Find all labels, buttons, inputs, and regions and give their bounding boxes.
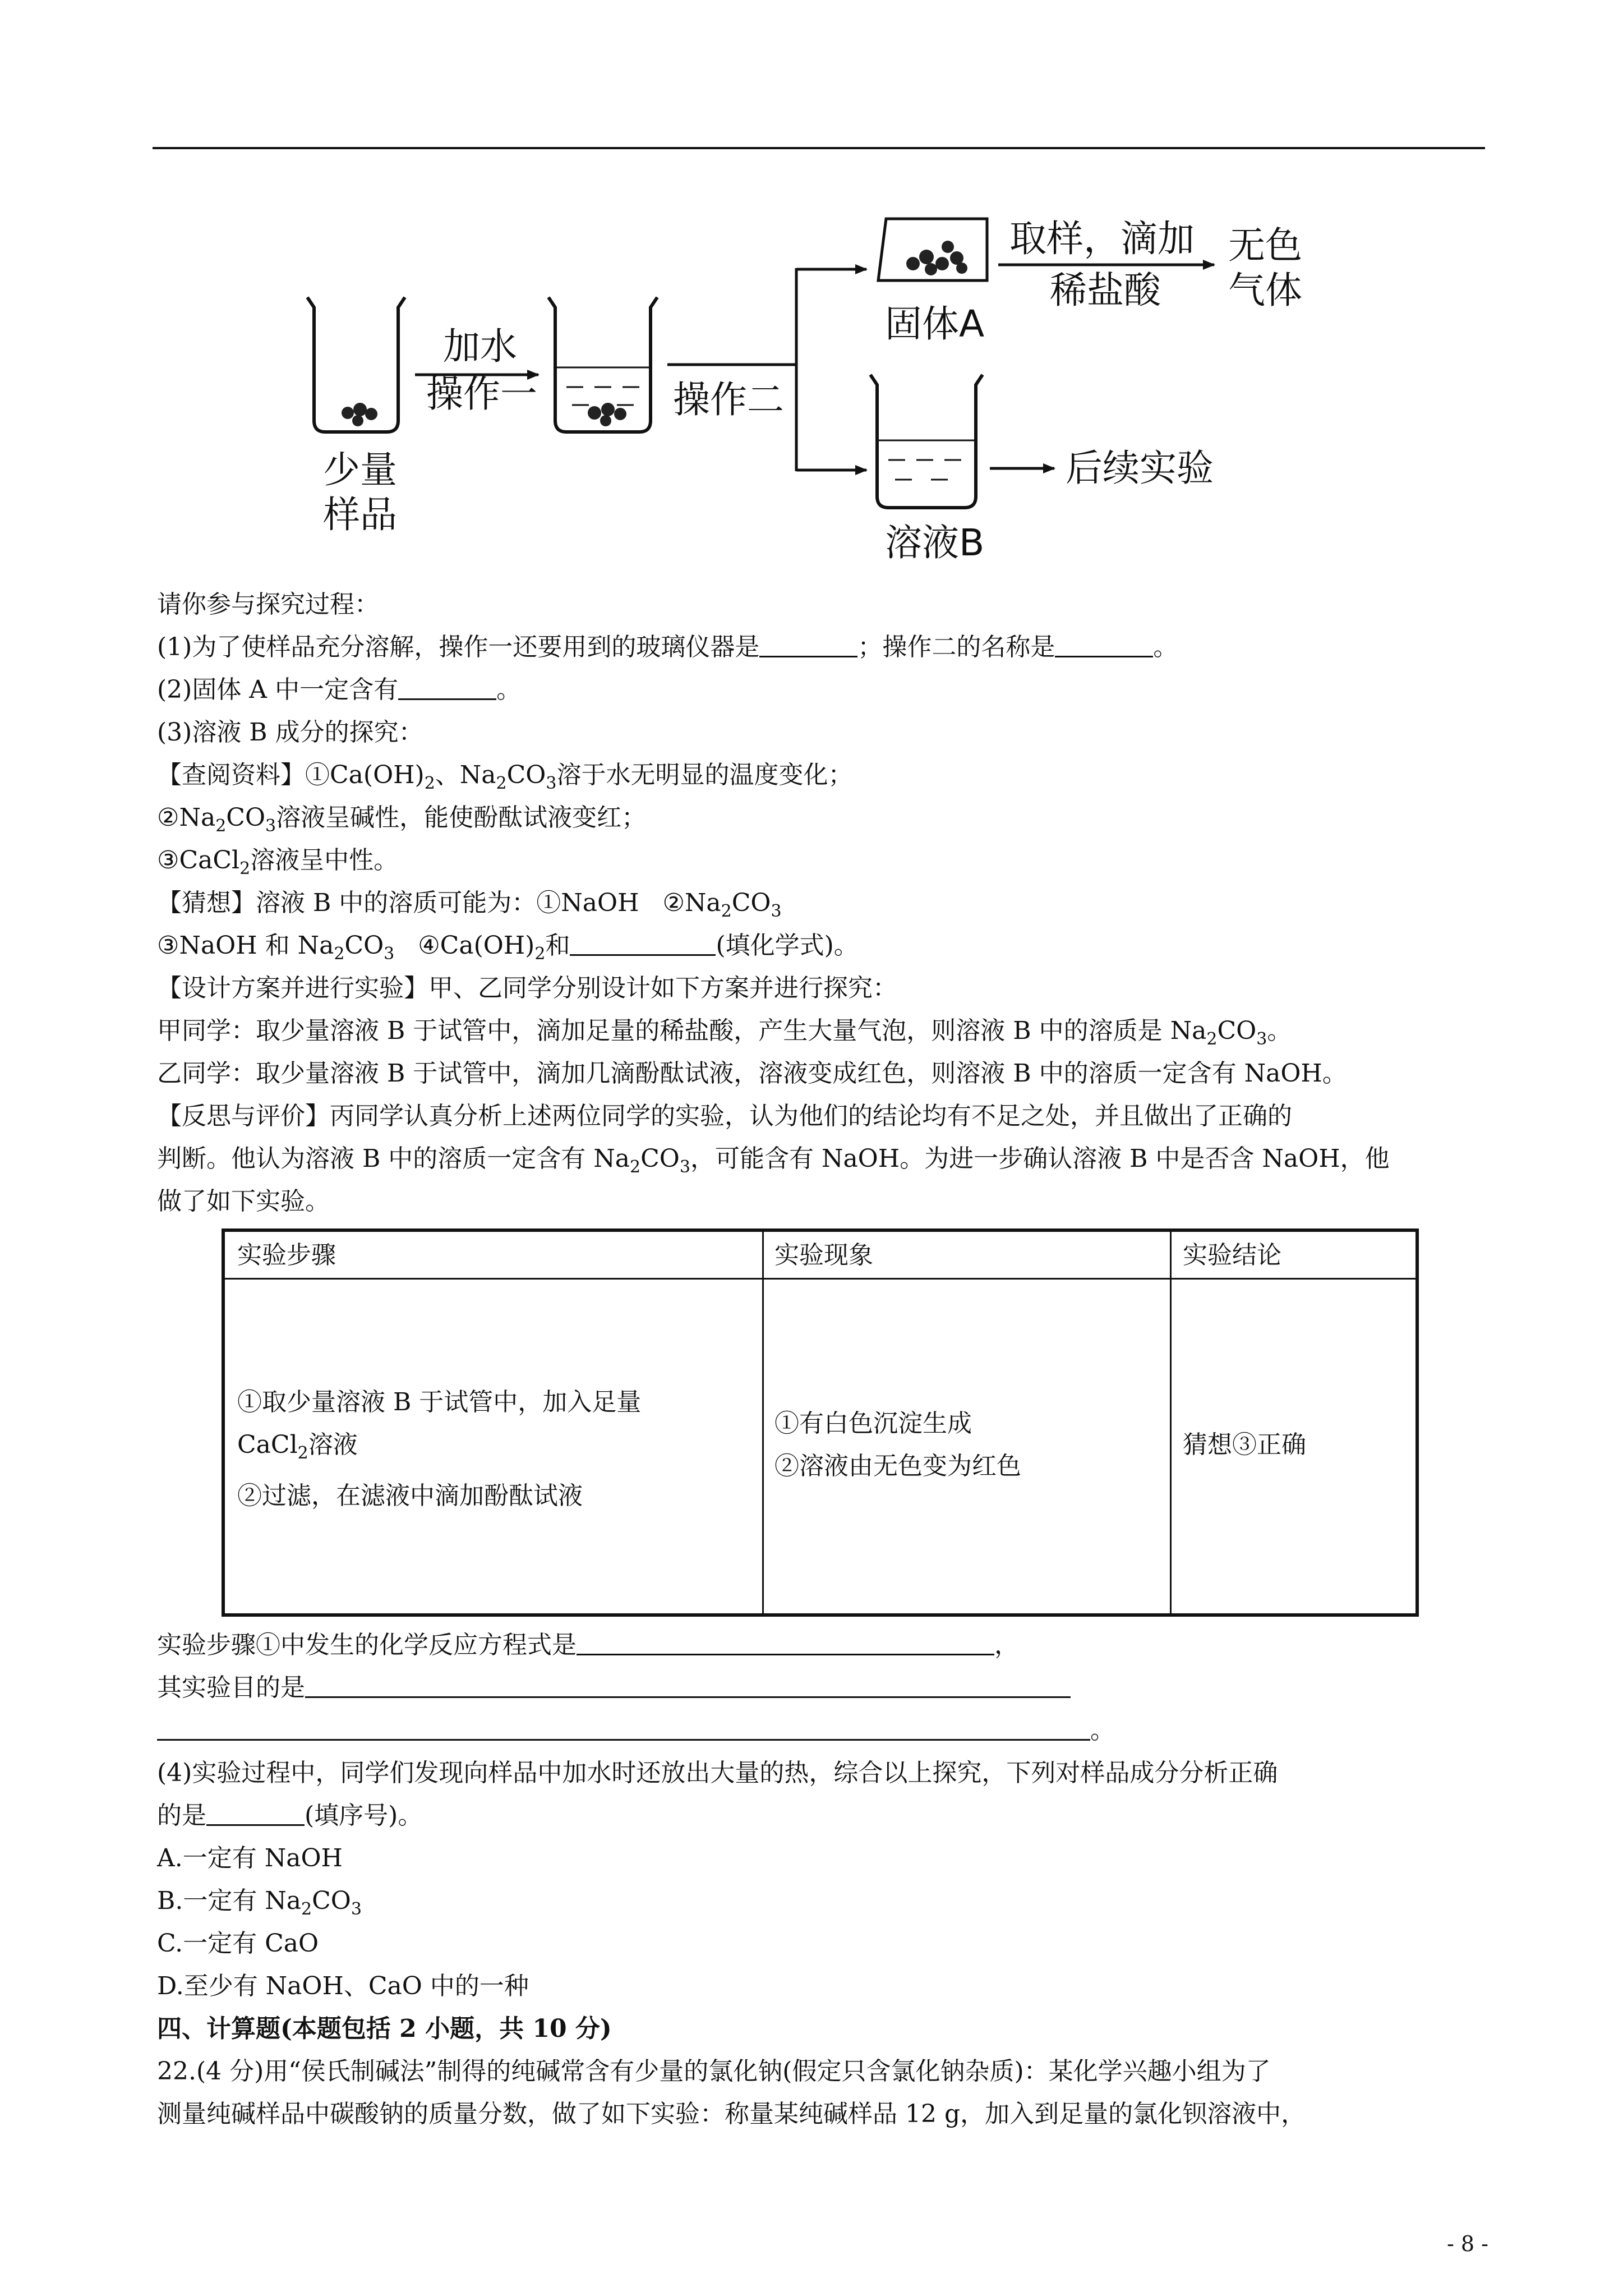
reference-info-3: ③CaCl$_2$溶液呈中性。	[157, 846, 399, 878]
question-22-line-2: 测量纯碱样品中碳酸钠的质量分数，做了如下实验：称量某纯碱样品 12 g，加入到足量的氯化钡溶液中，	[157, 2100, 1306, 2128]
reflection-line-3: 做了如下实验。	[157, 1187, 330, 1216]
beaker-sample-icon	[307, 297, 405, 432]
table-header-step: 实验步骤	[237, 1241, 336, 1269]
question-4-line-1: (4)实验过程中，同学们发现向样品中加水时还放出大量的热，综合以上探究，下列对样品成分分析正确	[157, 1759, 1278, 1787]
table-header-conclusion: 实验结论	[1183, 1241, 1281, 1269]
reflection-line-2: 判断。他认为溶液 B 中的溶质一定含有 $Na_2CO_3$，可能含有 NaOH。为进一步确认溶液 B 中是否含 NaOH，他	[157, 1144, 1390, 1177]
answer-blank	[570, 932, 716, 956]
answer-blank	[577, 1631, 994, 1655]
hypothesis-line-1: 【猜想】溶液 B 中的溶质可能为：①NaOH $②Na_2CO_3$	[157, 889, 782, 921]
gas-label-1: 无色	[1228, 224, 1302, 267]
answer-blank	[398, 676, 496, 700]
answer-blank	[157, 1717, 1090, 1741]
table-cell-phenomenon: ①有白色沉淀生成 ②溶液由无色变为红色	[774, 1409, 1021, 1480]
table-header-phenomenon: 实验现象	[774, 1241, 873, 1269]
solid-a-label: 固体A	[885, 302, 985, 346]
solution-b-label: 溶液B	[885, 521, 985, 564]
student-jia: 甲同学：取少量溶液 B 于试管中，滴加足量的稀盐酸，产生大量气泡，则溶液 B 中的溶质是 $Na_2CO_3$。	[157, 1016, 1292, 1049]
step2-label: 操作二	[673, 378, 784, 421]
section-heading: 四、计算题(本题包括 2 小题，共 10 分)	[157, 2014, 612, 2043]
gas-label-2: 气体	[1228, 269, 1302, 312]
experiment-flow-diagram	[0, 0, 1623, 567]
answer-blank	[305, 1674, 1071, 1698]
answer-blank	[759, 633, 857, 657]
experiment-table	[222, 1228, 1419, 1617]
intro-line: 请你参与探究过程：	[157, 590, 379, 619]
table-cell-conclusion: 猜想③正确	[1183, 1430, 1306, 1459]
student-yi: 乙同学：取少量溶液 B 于试管中，滴加几滴酚酞试液，溶液变成红色，则溶液 B 中的溶质一定含有 NaOH。	[157, 1059, 1347, 1088]
reference-info-2: $②Na_2CO_3$溶液呈碱性，能使酚酞试液变红；	[157, 803, 647, 836]
question-1: (1)为了使样品充分溶解，操作一还要用到的玻璃仪器是 ；操作二的名称是 。	[157, 633, 1178, 661]
reflection-line-1: 【反思与评价】丙同学认真分析上述两位同学的实验，认为他们的结论均有不足之处，并且做出了正确的	[157, 1102, 1292, 1130]
beaker-solution-icon	[870, 375, 983, 508]
option-c: C.一定有 CaO	[157, 1929, 319, 1958]
question-3: (3)溶液 B 成分的探究：	[157, 718, 423, 747]
acid-step-label: 取样，滴加	[1009, 217, 1195, 260]
followup-label: 后续实验	[1066, 447, 1214, 490]
question-22-line-1: 22.(4 分)用“侯氏制碱法”制得的纯碱常含有少量的氯化钠(假定只含氯化钠杂质)：某化学兴趣小组为了	[157, 2057, 1271, 2086]
question-4-line-2: 的是 (填序号)。	[157, 1801, 423, 1830]
reference-info-1: 【查阅资料】$①Ca(OH)_2$、$Na_2CO_3$溶于水无明显的温度变化；	[157, 761, 853, 793]
equation-prompt: 实验步骤①中发生的化学反应方程式是 ，	[157, 1631, 1019, 1659]
sample-label-2: 样品	[323, 493, 397, 536]
design-heading: 【设计方案并进行实验】甲、乙同学分别设计如下方案并进行探究：	[157, 974, 897, 1002]
acid-name-label: 稀盐酸	[1050, 269, 1161, 312]
option-d: D.至少有 NaOH、CaO 中的一种	[157, 1972, 529, 2000]
beaker-dissolved-icon	[548, 297, 657, 432]
option-a: A.一定有 NaOH	[157, 1844, 343, 1872]
question-2: (2)固体 A 中一定含有 。	[157, 675, 522, 704]
solid-filter-paper-icon	[878, 219, 987, 280]
step1-bottom-label: 操作一	[426, 372, 537, 416]
answer-blank	[206, 1802, 305, 1826]
hypothesis-line-2: ③NaOH 和 $Na_2CO_3$ $④Ca(OH)_2$和 (填化学式)。	[157, 931, 859, 964]
purpose-prompt: 其实验目的是	[157, 1667, 1486, 1709]
purpose-prompt-cont: 。	[157, 1709, 1486, 1752]
sample-label-1: 少量	[323, 448, 397, 491]
page-number: - 8 -	[1446, 2231, 1488, 2256]
option-b: B.一定有 $Na_2CO_3$	[157, 1887, 362, 1919]
step1-top-label: 加水	[443, 325, 517, 368]
answer-blank	[1055, 633, 1153, 657]
table-cell-step: ①取少量溶液 B 于试管中，加入足量 CaCl$_2$溶液 ②过滤，在滤液中滴加酚酞试液	[237, 1388, 642, 1510]
